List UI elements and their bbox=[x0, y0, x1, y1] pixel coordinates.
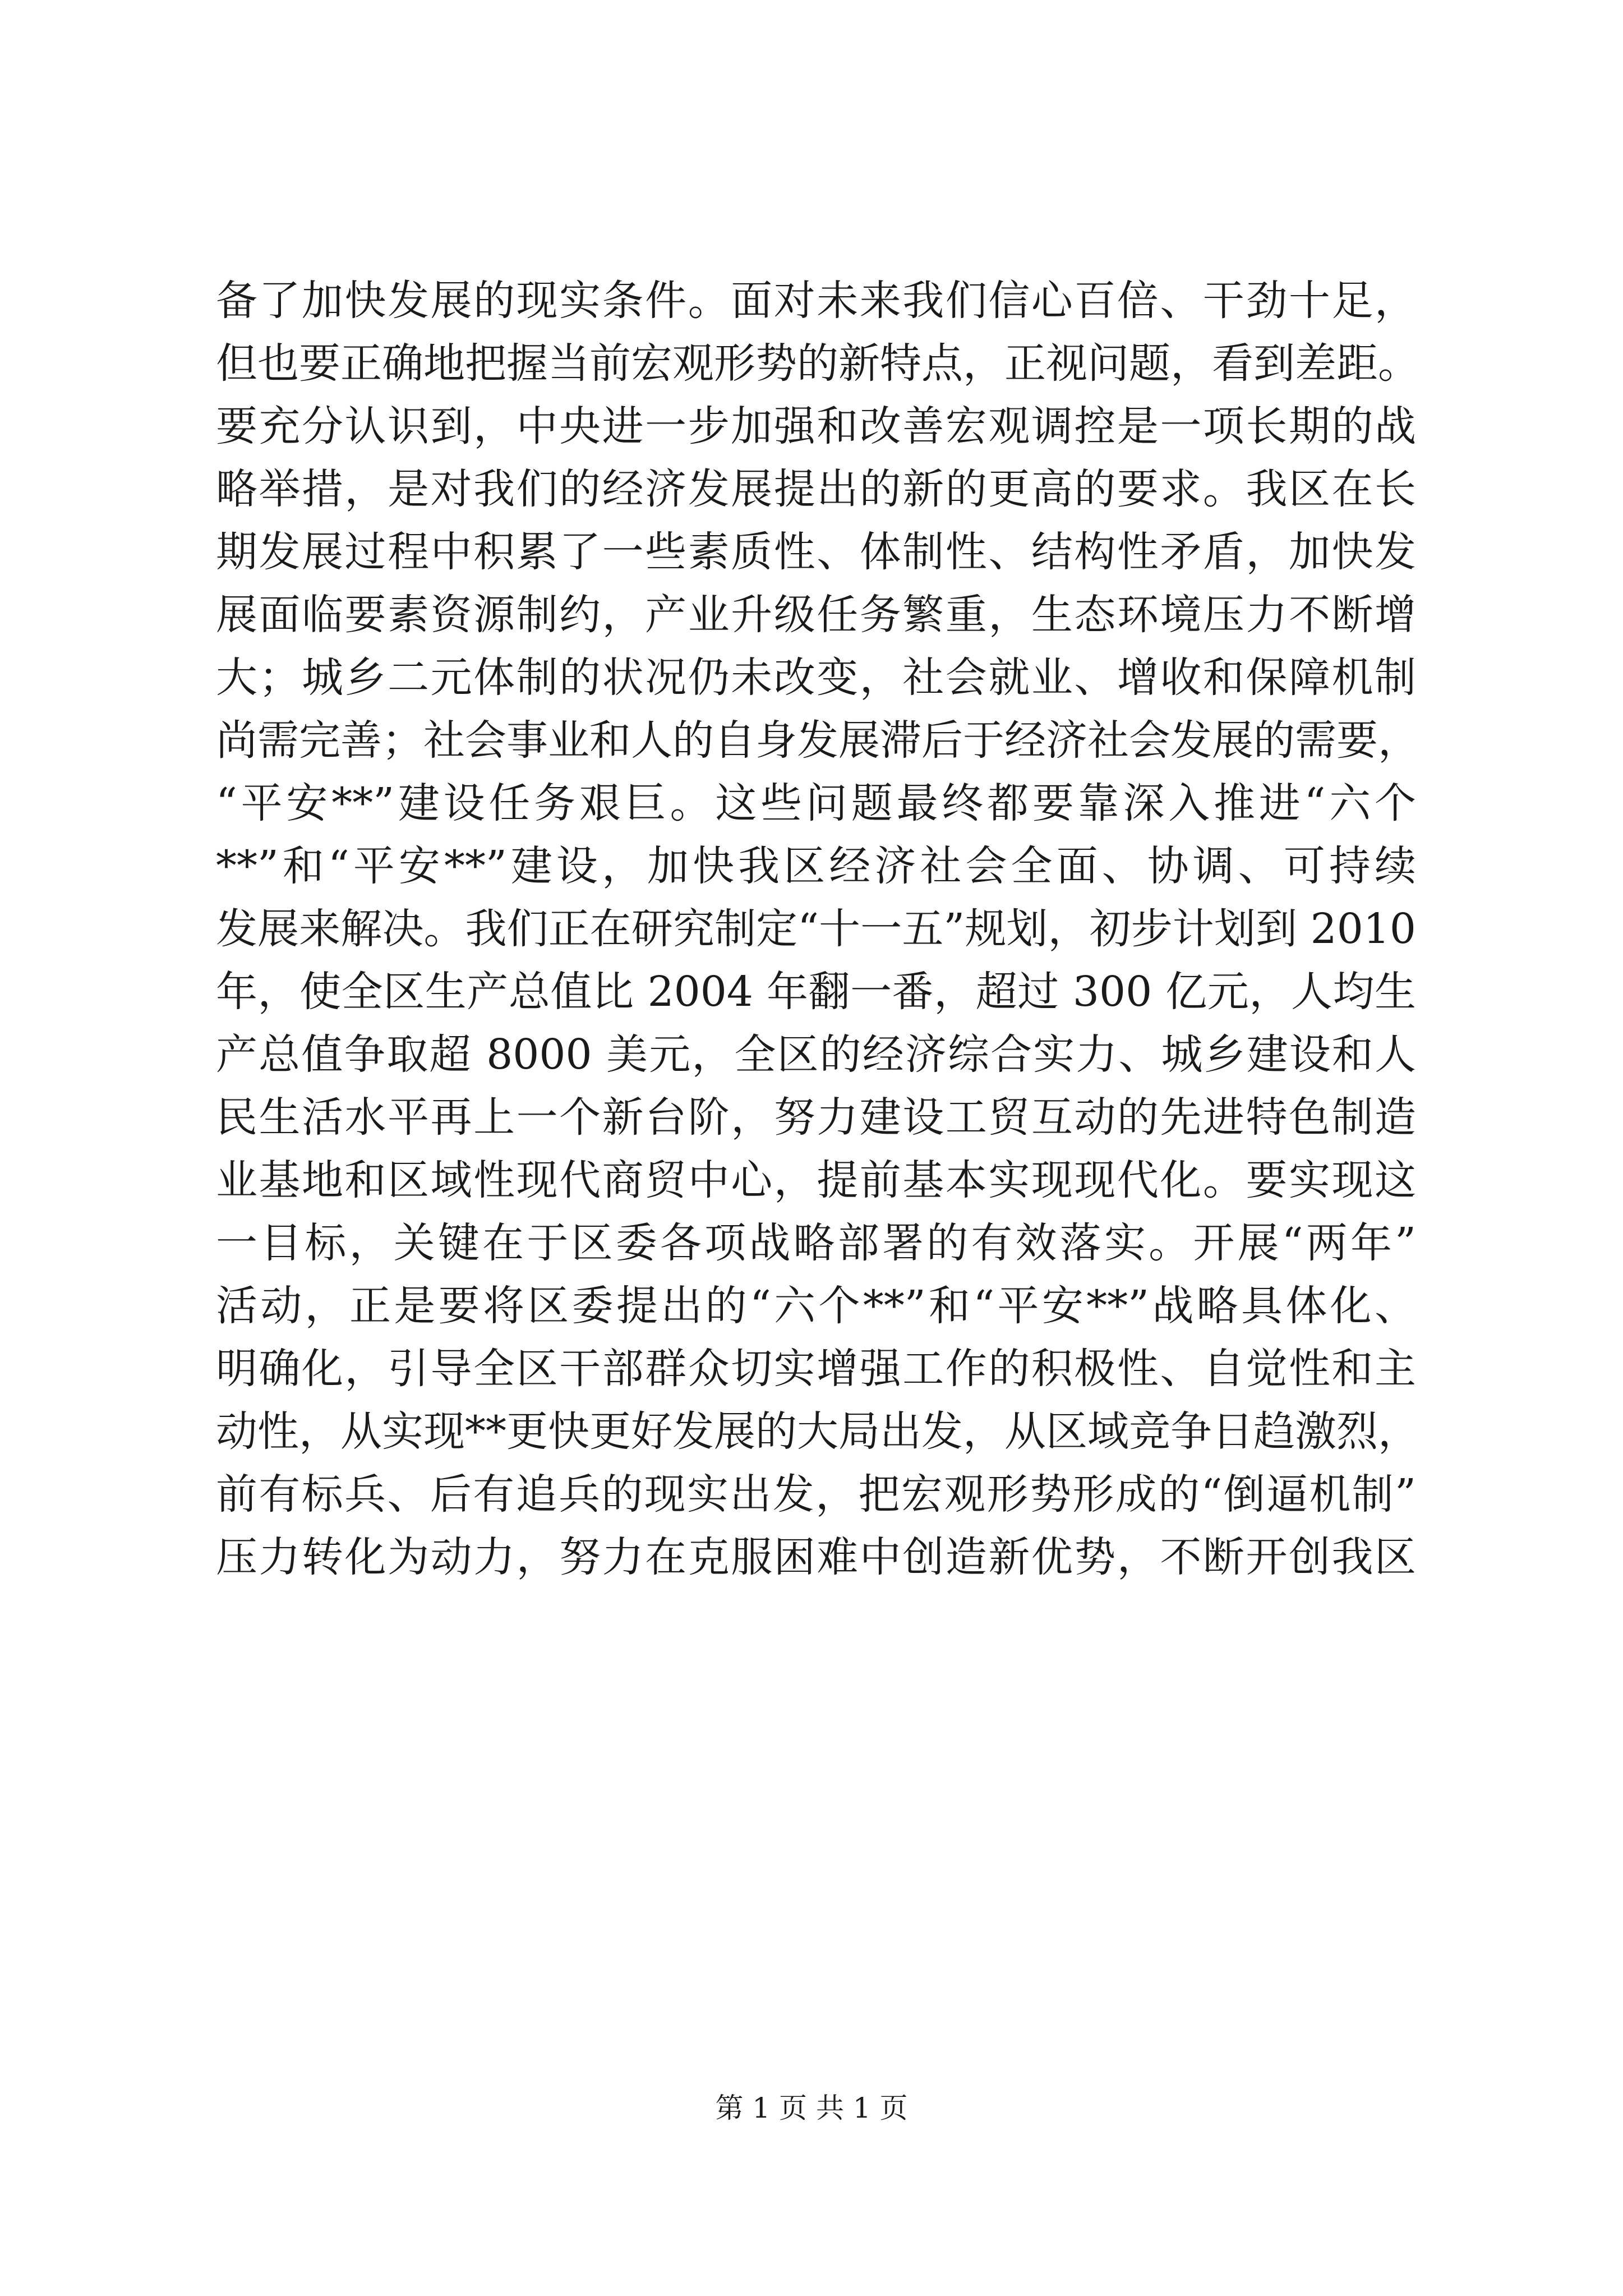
text-line: 压力转化为动力，努力在克服困难中创造新优势，不断开创我区 bbox=[216, 1533, 1416, 1581]
body-text bbox=[216, 269, 1419, 1589]
text-line: “平安**”建设任务艰巨。这些问题最终都要靠深入推进“六个 bbox=[216, 779, 1416, 827]
text-line: 略举措，是对我们的经济发展提出的新的更高的要求。我区在长 bbox=[216, 465, 1416, 513]
page-number: 第 1 页 共 1 页 bbox=[715, 2092, 908, 2124]
page-footer bbox=[0, 2091, 1623, 2125]
text-line: 产总值争取超 8000 美元，全区的经济综合实力、城乡建设和人 bbox=[216, 1030, 1416, 1079]
text-line: 但也要正确地把握当前宏观形势的新特点，正视问题，看到差距。 bbox=[216, 339, 1419, 388]
text-line: 尚需完善；社会事业和人的自身发展滞后于经济社会发展的需要， bbox=[216, 716, 1419, 765]
text-line: 期发展过程中积累了一些素质性、体制性、结构性矛盾，加快发 bbox=[216, 528, 1416, 576]
text-line: 民生活水平再上一个新台阶，努力建设工贸互动的先进特色制造 bbox=[216, 1093, 1416, 1142]
text-line: 发展来解决。我们正在研究制定“十一五”规划，初步计划到 2010 bbox=[216, 905, 1416, 953]
text-line: 活动，正是要将区委提出的“六个**”和“平安**”战略具体化、 bbox=[216, 1282, 1416, 1330]
text-line: 业基地和区域性现代商贸中心，提前基本实现现代化。要实现这 bbox=[216, 1156, 1416, 1204]
text-line: 一目标，关键在于区委各项战略部署的有效落实。开展“两年” bbox=[216, 1219, 1416, 1267]
text-line: 动性，从实现**更快更好发展的大局出发，从区域竞争日趋激烈， bbox=[216, 1407, 1419, 1456]
text-line: 要充分认识到，中央进一步加强和改善宏观调控是一项长期的战 bbox=[216, 402, 1416, 450]
text-line: 备了加快发展的现实条件。面对未来我们信心百倍、干劲十足， bbox=[216, 277, 1416, 325]
text-line: 明确化，引导全区干部群众切实增强工作的积极性、自觉性和主 bbox=[216, 1345, 1416, 1393]
text-line: 大；城乡二元体制的状况仍未改变，社会就业、增收和保障机制 bbox=[216, 654, 1416, 702]
text-line: **”和“平安**”建设，加快我区经济社会全面、协调、可持续 bbox=[216, 842, 1416, 890]
text-line: 展面临要素资源制约，产业升级任务繁重，生态环境压力不断增 bbox=[216, 591, 1416, 639]
text-line: 前有标兵、后有追兵的现实出发，把宏观形势形成的“倒逼机制” bbox=[216, 1470, 1416, 1519]
text-line: 年，使全区生产总值比 2004 年翻一番，超过 300 亿元，人均生 bbox=[216, 968, 1416, 1016]
